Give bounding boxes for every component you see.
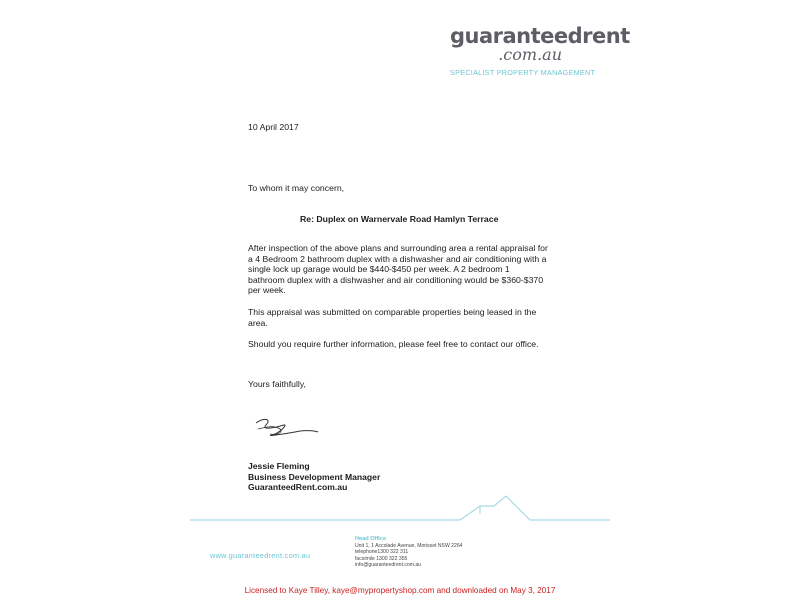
letter-paragraph: After inspection of the above plans and surrounding area a rental appraisal for a 4 Bedroom 2 bathroom duplex with a dishwasher and air conditioning with a single lock up garage would be $440-$450 per week. A 2 bedroom 1 bathroom duplex with a dishwasher and air conditioning would be $360-$370 per week. [248, 243, 548, 296]
office-address: Unit 1, 1 Accolade Avenue, Morisset NSW 2264 [355, 542, 463, 549]
office-details [355, 536, 463, 569]
letter-subject: Re: Duplex on Warnervale Road Hamlyn Terrace [300, 214, 499, 224]
letter-paragraph: This appraisal was submitted on comparable properties being leased in the area. [248, 307, 537, 328]
signer-title: Business Development Manager [248, 471, 381, 482]
signer-block [248, 461, 380, 493]
license-notice: Licensed to Kaye Tilley, kaye@mypropertyshop.com and downloaded on May 3, 2017 [244, 586, 556, 595]
footer-roofline-graphic [0, 490, 800, 530]
logo-wordmark: guaranteedrent [450, 24, 630, 48]
company-logo [450, 24, 630, 77]
signer-name: Jessie Fleming [248, 461, 310, 471]
letter-paragraph: Should you require further information, please feel free to contact our office. [248, 339, 539, 349]
letter-salutation: To whom it may concern, [248, 183, 345, 193]
handwritten-signature [250, 413, 320, 443]
signer-company: GuaranteedRent.com.au [248, 482, 348, 493]
footer-website: www.guaranteedrent.com.au [210, 551, 311, 560]
office-facsimile: facsimile 1300 322 355 [355, 555, 408, 562]
office-telephone: telephone1300 322 311 [355, 549, 409, 556]
letter-signoff: Yours faithfully, [248, 379, 306, 389]
logo-tagline: SPECIALIST PROPERTY MANAGEMENT [450, 68, 596, 77]
office-email: info@guaranteedrent.com.au [355, 562, 422, 569]
office-heading: Head Office [355, 536, 387, 542]
logo-domain-suffix: .com.au [498, 45, 562, 64]
letter-date: 10 April 2017 [248, 122, 299, 132]
